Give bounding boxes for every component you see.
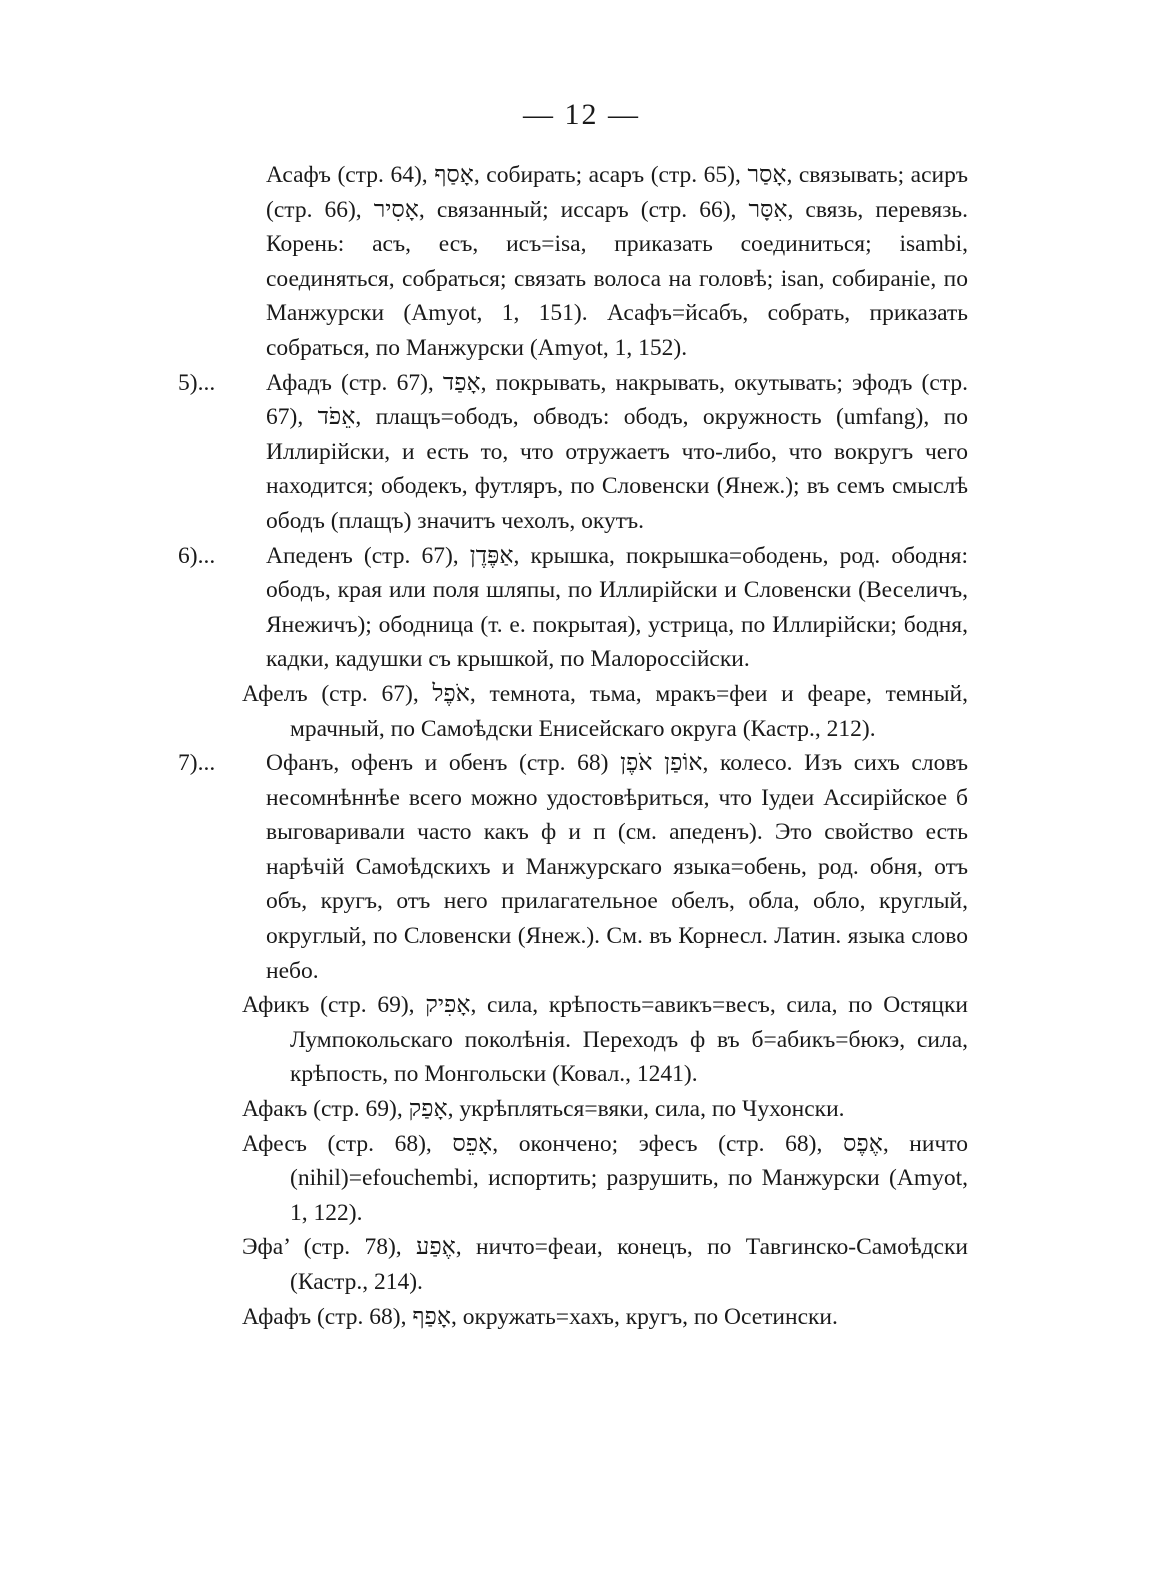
entry-asaf bbox=[178, 158, 968, 366]
entry-text: Асафъ (стр. 64), אָסַף, собирать; асаръ (стр. 65), אָסַר, связывать; асиръ (стр. 66), אָסִיר, связанный; иссаръ (стр. 66), אִסָּר, связь, перевязь. Корень: асъ, есъ, исъ=isa, приказать соединиться; isambi, соединяться, собраться; связать волоса на головѣ; isan, собираніе, по Манжурски (Amyot, 1, 151). Асафъ=йсабъ, собрать, приказать собраться, по Манжурски (Amyot, 1, 152). bbox=[266, 162, 968, 361]
entry-afel bbox=[178, 677, 968, 746]
entry-text: Афакъ (стр. 69), אָפַק, укрѣпляться=вяки, сила, по Чухонски. bbox=[242, 1096, 845, 1123]
entry-text: Афелъ (стр. 67), אֹפֶל, темнота, тьма, мракъ=феи и феаре, темный, мрачный, по Самоѣдски Енисейскаго округа (Кастр., 212). bbox=[242, 680, 968, 742]
entry-text: Афикъ (стр. 69), אָפִיק, сила, крѣпость=авикъ=весъ, сила, по Остяцки Лумпокольскаго поколѣнія. Переходъ ф въ б=абикъ=бюкэ, сила, крѣпость, по Монгольски (Ковал., 1241). bbox=[242, 992, 968, 1088]
text-body bbox=[178, 158, 968, 1334]
entry-afik bbox=[178, 988, 968, 1092]
entry-number: 7)... bbox=[178, 750, 216, 777]
entry-afes bbox=[178, 1127, 968, 1231]
entry-efa bbox=[178, 1230, 968, 1299]
entry-text: Афадъ (стр. 67), אָפַד, покрывать, накрывать, окутывать; эфодъ (стр. 67), אֵפֹד, плащъ=ободъ, обводъ: ободъ, окружность (umfang), по Иллирійски, и есть то, что отружаетъ что-либо, что вокругъ чего находится; ободекъ, футляръ, по Словенски (Янеж.); въ семъ смыслѣ ободъ (плащъ) значитъ чехолъ, окутъ. bbox=[266, 369, 968, 534]
entry-text: Афафъ (стр. 68), אָפַף, окружать=хахъ, кругъ, по Осетински. bbox=[242, 1303, 838, 1330]
entry-number: 5)... bbox=[178, 369, 216, 396]
page-number: — 12 — bbox=[523, 98, 640, 131]
entry-text: Афесъ (стр. 68), אָפֵס, окончено; эфесъ (стр. 68), אֶפֶס, ничто (nihil)=efouchembi, испортить; разрушить, по Манжурски (Amyot, 1, 122). bbox=[242, 1130, 968, 1226]
entry-text: Эфа’ (стр. 78), אֶפַע, ничто=феаи, конецъ, по Тавгинско-Самоѣдски (Кастр., 214). bbox=[242, 1234, 968, 1295]
entry-apeden bbox=[178, 539, 968, 677]
entry-afak bbox=[178, 1092, 968, 1127]
entry-text: Апеденъ (стр. 67), אַפֶּדֶן, крышка, покрышка=ободень, род. ободня: ободъ, края или поля шляпы, по Иллирійски и Словенски (Веселичъ, Янежичъ); ободница (т. е. покрытая), устрица, по Иллирійски; бодня, кадки, кадушки съ крышкой, по Малороссійски. bbox=[266, 542, 968, 673]
entry-ofan bbox=[178, 746, 968, 988]
entry-afad bbox=[178, 366, 968, 539]
entry-text: Офанъ, офенъ и обенъ (стр. 68) אוֹפַן אֹפֶן, колесо. Изъ сихъ словъ несомнѣннѣе всего можно удостовѣриться, что Іудеи Ассирійское б выговаривали часто какъ ф и п (см. апеденъ). Это свойство есть нарѣчій Самоѣдскихъ и Манжурскаго языка=обень, род. обня, отъ объ, кругъ, отъ него прилагательное обелъ, обла, обло, круглый, округлый, по Словенски (Янеж.). См. въ Корнесл. Латин. языка слово небо. bbox=[266, 750, 968, 984]
entry-number: 6)... bbox=[178, 542, 216, 569]
entry-afaf bbox=[178, 1300, 968, 1335]
